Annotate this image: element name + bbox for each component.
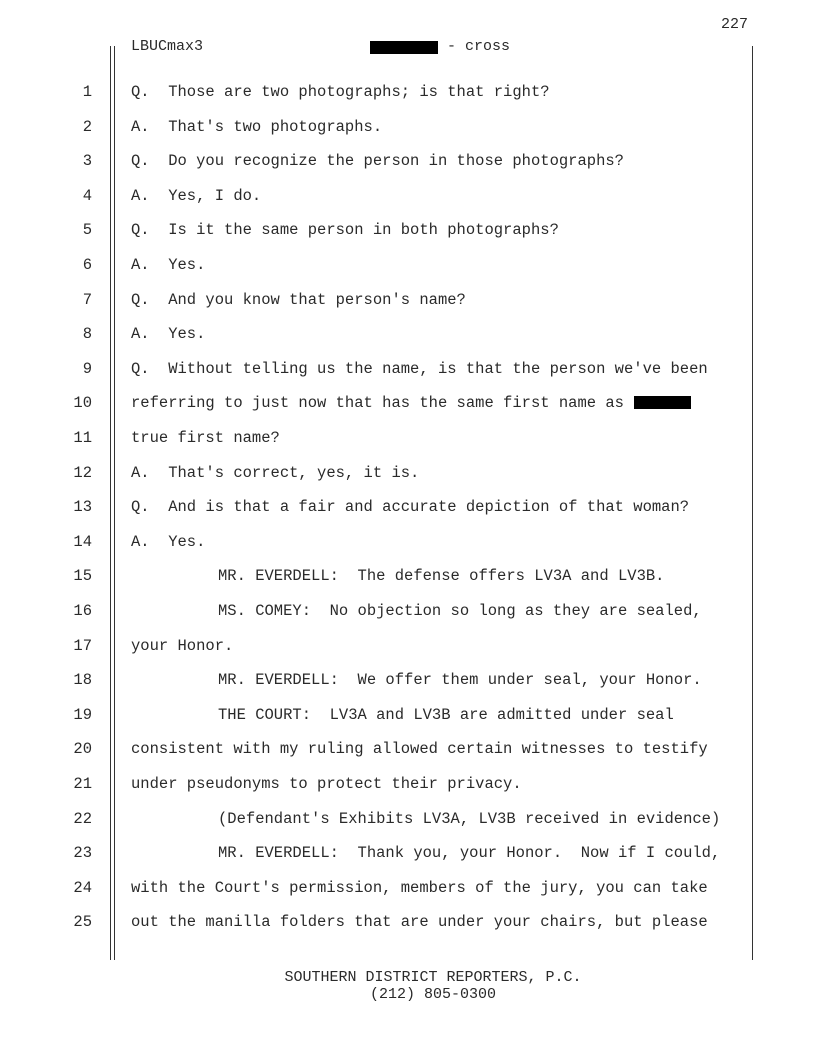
line-number: 4 xyxy=(82,186,92,205)
line-number: 13 xyxy=(73,498,92,517)
line-text: MR. EVERDELL: The defense offers LV3A and LV3B. xyxy=(218,567,665,586)
line-text: A. Yes. xyxy=(131,256,206,274)
line-number: 2 xyxy=(82,117,92,136)
line-number: 18 xyxy=(73,671,92,690)
transcript-line xyxy=(0,152,816,176)
transcript-line xyxy=(0,498,816,522)
line-text: Q. And you know that person's name? xyxy=(131,290,466,309)
line-text: Q. Without telling us the name, is that the person we've been xyxy=(131,359,708,378)
transcript-line xyxy=(0,429,816,453)
transcript-line xyxy=(0,464,816,488)
line-text: MR. EVERDELL: We offer them under seal, your Honor. xyxy=(218,671,702,690)
line-text: A. Yes. xyxy=(131,325,206,344)
transcript-line xyxy=(0,360,816,384)
line-number: 22 xyxy=(73,809,92,828)
line-text: A. Yes. xyxy=(131,532,206,551)
transcript-line xyxy=(0,221,816,245)
line-text: THE COURT: LV3A and LV3B are admitted under seal xyxy=(218,705,674,724)
line-number: 7 xyxy=(82,290,92,309)
line-text: MS. COMEY: No objection so long as they are sealed, xyxy=(218,602,702,620)
page-number: 227 xyxy=(720,16,748,33)
footer xyxy=(0,969,816,1003)
line-text: referring to just now that has the same first name as xyxy=(131,394,691,412)
transcript-line xyxy=(0,567,816,591)
line-number: 11 xyxy=(73,429,92,447)
line-text: under pseudonyms to protect their privacy. xyxy=(131,775,522,793)
line-number: 24 xyxy=(73,878,92,897)
line-number: 1 xyxy=(82,83,92,101)
transcript-line xyxy=(0,706,816,730)
line-text: consistent with my ruling allowed certain witnesses to testify xyxy=(131,740,708,759)
line-text: with the Court's permission, members of the jury, you can take xyxy=(131,878,708,897)
line-number: 12 xyxy=(73,463,92,482)
line-text: A. That's two photographs. xyxy=(131,117,383,136)
transcript-line xyxy=(0,775,816,799)
line-text: Q. Those are two photographs; is that right? xyxy=(131,83,550,101)
line-text: your Honor. xyxy=(131,636,234,655)
header-redaction-bar xyxy=(370,41,438,54)
line-number: 15 xyxy=(73,567,92,586)
line-text: A. That's correct, yes, it is. xyxy=(131,463,420,482)
transcript-line xyxy=(0,602,816,626)
header-case-code: LBUCmax3 xyxy=(131,38,204,55)
line-number: 23 xyxy=(73,844,92,863)
transcript-line xyxy=(0,637,816,661)
transcript-line xyxy=(0,671,816,695)
line-number: 8 xyxy=(82,325,92,344)
transcript-line xyxy=(0,83,816,107)
redaction-bar xyxy=(634,396,691,409)
transcript-line xyxy=(0,256,816,280)
line-text: Q. Is it the same person in both photographs? xyxy=(131,221,559,240)
line-number: 9 xyxy=(82,359,92,378)
line-number: 6 xyxy=(82,256,92,274)
line-number: 3 xyxy=(82,152,92,171)
transcript-line xyxy=(0,291,816,315)
line-text: (Defendant's Exhibits LV3A, LV3B received in evidence) xyxy=(218,809,721,828)
line-number: 21 xyxy=(73,775,92,793)
transcript-line xyxy=(0,879,816,903)
line-text: out the manilla folders that are under your chairs, but please xyxy=(131,913,708,932)
footer-reporter-name: SOUTHERN DISTRICT REPORTERS, P.C. xyxy=(284,969,582,986)
line-number: 20 xyxy=(73,740,92,759)
transcript-line xyxy=(0,118,816,142)
line-number: 25 xyxy=(73,913,92,932)
line-text: A. Yes, I do. xyxy=(131,186,262,205)
line-number: 16 xyxy=(73,602,92,620)
transcript-line xyxy=(0,913,816,937)
line-text: MR. EVERDELL: Thank you, your Honor. Now if I could, xyxy=(218,844,721,863)
footer-phone: (212) 805-0300 xyxy=(369,986,497,1003)
transcript-line xyxy=(0,810,816,834)
line-text: true first name? xyxy=(131,429,280,447)
transcript-line xyxy=(0,533,816,557)
transcript-line xyxy=(0,740,816,764)
line-text: Q. Do you recognize the person in those photographs? xyxy=(131,152,624,171)
line-number: 17 xyxy=(73,636,92,655)
transcript-line xyxy=(0,844,816,868)
line-number: 19 xyxy=(73,705,92,724)
transcript-line xyxy=(0,187,816,211)
line-text: Q. And is that a fair and accurate depiction of that woman? xyxy=(131,498,690,517)
transcript-line xyxy=(0,325,816,349)
transcript-line xyxy=(0,394,816,418)
line-number: 10 xyxy=(73,394,92,413)
line-number: 14 xyxy=(73,532,92,551)
header-suffix: - cross xyxy=(447,38,511,55)
line-number: 5 xyxy=(82,221,92,240)
